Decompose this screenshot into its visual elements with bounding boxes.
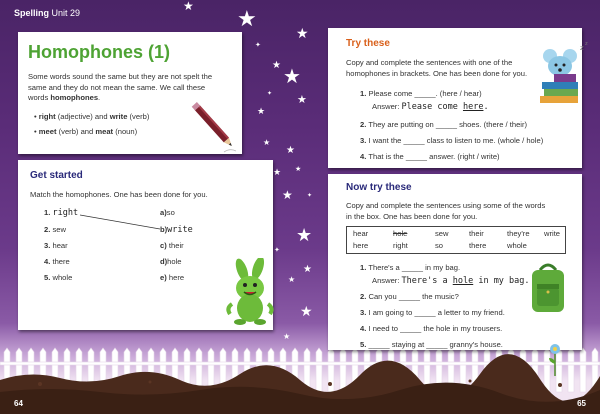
try-these-instructions-2: homophones in brackets. One has been done for you. xyxy=(346,69,528,78)
bullet-right-write: • right (adjective) and write (verb) xyxy=(34,112,150,121)
intro-text-line3: words homophones. xyxy=(28,93,101,102)
try-item-2: 2. They are putting on _____ shoes. (there / their) xyxy=(360,120,528,129)
unit-header xyxy=(14,8,80,18)
svg-text:z: z xyxy=(580,44,584,52)
match-left-4: 4. there xyxy=(44,257,70,266)
book-title: Spelling xyxy=(14,8,50,18)
page-title: Homophones (1) xyxy=(28,42,170,62)
word-box-word: they're xyxy=(507,229,530,238)
try-item-4: 4. That is the _____ answer. (right / write) xyxy=(360,152,500,161)
page-number-left: 64 xyxy=(14,399,23,408)
now-item-5: 5. _____ staying at _____ granny's house. xyxy=(360,340,503,349)
now-answer: Answer: There's a hole in my bag. xyxy=(372,276,530,286)
bullet-meet-meat: • meet (verb) and meat (noun) xyxy=(34,127,138,136)
match-right-e: e) here xyxy=(160,273,185,282)
try-these-instructions-1: Copy and complete the sentences with one of the xyxy=(346,58,513,67)
match-left-2: 2. sew xyxy=(44,225,66,234)
try-item-3: 3. I want the _____ class to listen to me. (whole / hole) xyxy=(360,136,544,145)
match-right-c: c) their xyxy=(160,241,184,250)
try-these-title: Try these xyxy=(346,38,390,49)
now-try-these-title: Now try these xyxy=(346,182,412,193)
try-item-1: 1. Please come _____. (here / hear) xyxy=(360,89,482,98)
term-homophones: homophones xyxy=(50,93,99,102)
pencil-icon xyxy=(184,96,244,158)
now-try-these-instructions-2: in the box. One has been done for you. xyxy=(346,212,478,221)
word-box-word: so xyxy=(435,241,444,250)
get-started-title: Get started xyxy=(30,170,83,181)
word-box-word: their xyxy=(469,229,484,238)
get-started-instructions: Match the homophones. One has been done for you. xyxy=(30,190,208,199)
word-box-word: right xyxy=(393,241,408,250)
match-right-a: a)so xyxy=(160,208,175,217)
intro-text-line1: Some words sound the same but they are not spelt the xyxy=(28,72,213,81)
flower-illustration xyxy=(546,342,564,378)
workbook-spread: Spelling Unit 29 ★ ★ ★ ★ ★ ★ ★ ★ ★ ★ ★ ★ ★ ★ ★ ★ ★ ✦ ✦ ✦ ✦ 64 65 Homophones (1) Some words sound the same but they are not spelt the same and they do not mean the same. We call these words homophones. • right (adjective) and write (verb) • meet (verb) and meat (noun) Get started Match the homophones. One has been done for you. 1. right 2. sew 3. hear 4. there 5. whole a)so b)write c) their d)hole e) here Try these Copy and complete the sentences with one of the homophones in brackets. One has been done for you. 1. Please come _____. (here / hear) Answer: Please come here. 2. They are putting on _____ shoes. (there / their) 3. I want the _____ class to listen to me. (whole / hole) 4. That is the _____ answer. (right / write) z z Now try these Copy and complete the sentences using some of the words in the box. One has been done for you. hear hole sew their they're write here right so there whole 1. There's a _____ in my bag. Answer: There's a hole in my bag. 2. Can you _____ the music? 3. I am going to _____ a letter to my friend. 4. I need to _____ the hole in my trousers. 5. _____ staying at _____ granny's house. xyxy=(0,0,600,414)
word-box-word: whole xyxy=(507,241,527,250)
word-box-word: here xyxy=(353,241,369,250)
match-right-b: b)write xyxy=(160,225,193,235)
intro-text-line2: same and they do not mean the same. We call these xyxy=(28,82,206,92)
word-box-word: sew xyxy=(435,229,449,238)
word-box-word: hear xyxy=(353,229,369,238)
now-item-4: 4. I need to _____ the hole in my trousers. xyxy=(360,324,503,333)
now-item-1: 1. There's a _____ in my bag. xyxy=(360,263,461,272)
word-box-word: there xyxy=(469,241,487,250)
unit-label: Unit 29 xyxy=(51,8,81,18)
page-number-right: 65 xyxy=(577,399,586,408)
green-backpack-illustration xyxy=(528,262,568,314)
word-box-word: write xyxy=(544,229,561,238)
try-answer: Answer: Please come here. xyxy=(372,102,489,112)
now-item-2: 2. Can you _____ the music? xyxy=(360,292,459,301)
now-item-3: 3. I am going to _____ a letter to my friend. xyxy=(360,308,505,317)
match-right-d: d)hole xyxy=(160,257,182,266)
match-left-5: 5. whole xyxy=(44,273,73,282)
fence-and-soil xyxy=(0,340,600,414)
svg-text:z: z xyxy=(585,41,588,47)
match-left-1: 1. right xyxy=(44,208,79,218)
word-box-word-crossed: hole xyxy=(393,229,408,238)
now-try-these-instructions-1: Copy and complete the sentences using some of the words xyxy=(346,201,546,210)
mouse-reading-illustration xyxy=(536,40,594,104)
match-left-3: 3. hear xyxy=(44,241,68,250)
word-box xyxy=(346,226,566,254)
green-rabbit-illustration xyxy=(222,258,280,328)
example-match-line xyxy=(78,210,168,234)
